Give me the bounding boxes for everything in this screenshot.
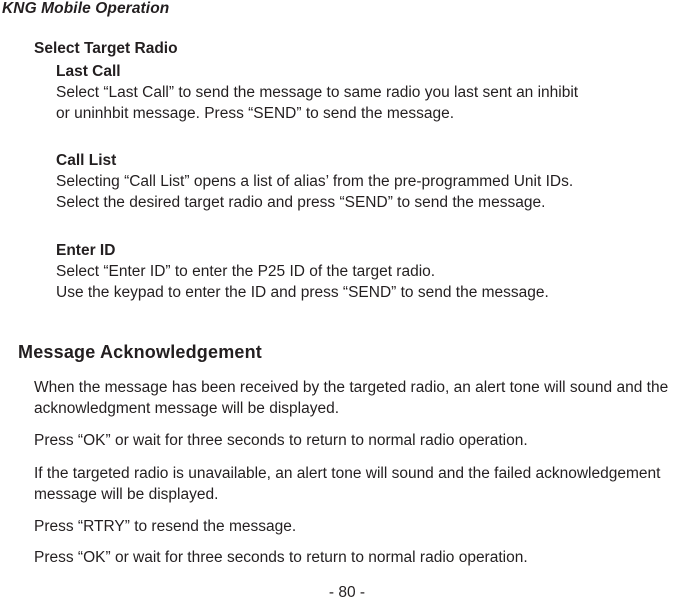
page-number: - 80 - bbox=[328, 584, 366, 601]
sub-heading-select-target-radio: Select Target Radio bbox=[34, 40, 178, 57]
option-text-line: Selecting “Call List” opens a list of alias’ from the pre-programmed Unit IDs. bbox=[56, 173, 574, 190]
paragraph-press-rtry: Press “RTRY” to resend the message. bbox=[34, 518, 297, 535]
option-text-line: or uninhbit message. Press “SEND” to send the message. bbox=[56, 105, 455, 122]
option-text-line: Select “Enter ID” to enter the P25 ID of the target radio. bbox=[56, 263, 436, 280]
option-title: Call List bbox=[56, 152, 117, 169]
option-call-list bbox=[56, 150, 692, 213]
paragraph-received: When the message has been received by the targeted radio, an alert tone will sound and the acknowledgment message will be displayed. bbox=[34, 379, 669, 417]
option-title: Last Call bbox=[56, 63, 121, 80]
option-text-line: Select “Last Call” to send the message to same radio you last sent an inhibit bbox=[56, 84, 579, 101]
option-text-line: Use the keypad to enter the ID and press “SEND” to send the message. bbox=[56, 284, 549, 301]
option-text-line: Select the desired target radio and press “SEND” to send the message. bbox=[56, 194, 546, 211]
paragraph-press-ok-again: Press “OK” or wait for three seconds to return to normal radio operation. bbox=[34, 549, 528, 566]
paragraph-unavailable: If the targeted radio is unavailable, an alert tone will sound and the failed acknowledgement message will be displayed. bbox=[34, 465, 661, 503]
section-heading-message-acknowledgement: Message Acknowledgement bbox=[18, 342, 263, 362]
paragraph-press-ok: Press “OK” or wait for three seconds to return to normal radio operation. bbox=[34, 432, 528, 449]
running-head: KNG Mobile Operation bbox=[2, 0, 170, 17]
option-title: Enter ID bbox=[56, 242, 116, 259]
option-enter-id bbox=[56, 240, 692, 303]
option-last-call bbox=[56, 61, 692, 124]
